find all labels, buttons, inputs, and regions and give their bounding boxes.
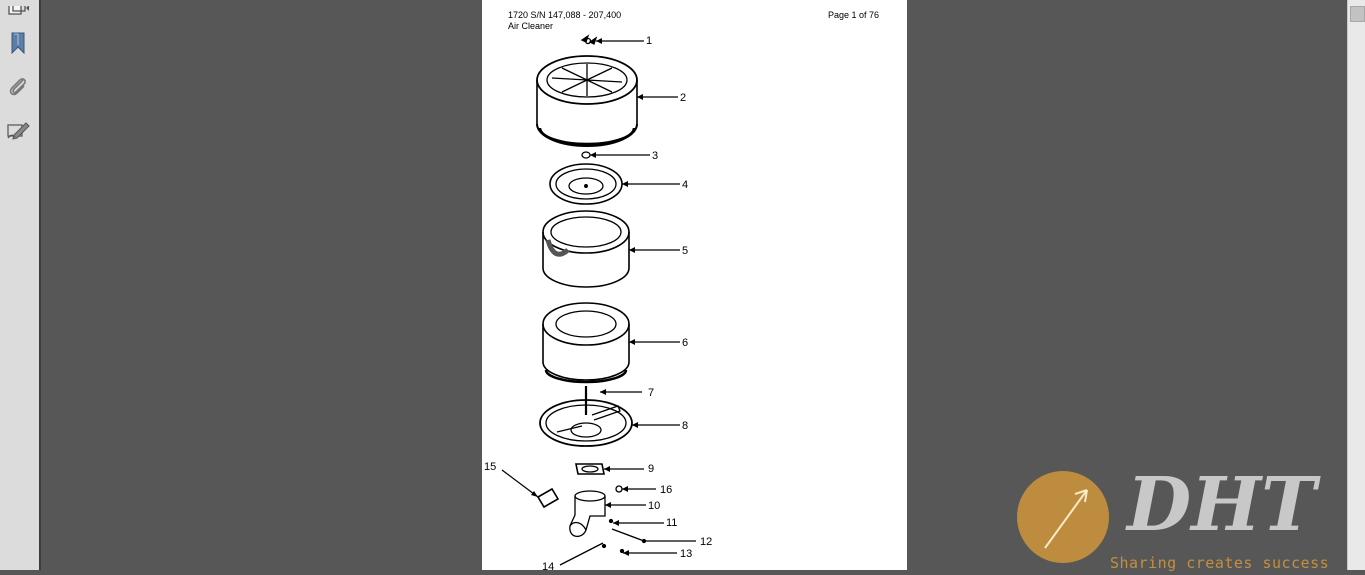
pages-icon[interactable]: [5, 0, 31, 26]
section-title: Air Cleaner: [508, 21, 554, 31]
small-hardware-icon: [603, 520, 646, 553]
part-5-outer-filter-icon: [543, 211, 629, 287]
part-15-gasket-icon: [538, 489, 558, 507]
callout-1: 1: [646, 35, 653, 47]
part-1-wing-nut-icon: [582, 36, 596, 44]
bookmark-icon[interactable]: [5, 30, 31, 56]
callout-11: 11: [666, 517, 678, 529]
logo-text: DHT: [1127, 468, 1317, 548]
part-4-plate-icon: [550, 164, 622, 204]
exploded-parts-diagram: [482, 0, 907, 570]
callout-14: 14: [542, 561, 555, 570]
callout-2: 2: [680, 92, 687, 104]
callout-8: 8: [682, 420, 689, 432]
callout-7: 7: [648, 387, 655, 399]
model-serial-range: 1720 S/N 147,088 - 207,400: [508, 10, 622, 20]
scrollbar-thumb[interactable]: [1350, 6, 1365, 22]
part-6-inner-filter-icon: [543, 303, 629, 382]
page-indicator: Page 1 of 76: [827, 10, 879, 20]
callout-15: 15: [484, 461, 497, 473]
callout-13: 13: [680, 548, 693, 560]
part-16-clamp-icon: [616, 486, 622, 492]
part-10-elbow-icon: [570, 491, 605, 536]
callout-10: 10: [648, 500, 661, 512]
callout-3: 3: [652, 150, 659, 162]
callout-12: 12: [700, 536, 713, 548]
document-page: [482, 0, 907, 570]
dht-watermark-logo: [1015, 468, 1365, 570]
part-2-cover-icon: [537, 56, 637, 146]
left-navigation-pane: [0, 0, 41, 570]
part-9-gasket-icon: [576, 464, 604, 474]
part-3-washer-icon: [582, 152, 590, 158]
callout-6: 6: [682, 337, 689, 349]
attachment-icon[interactable]: [5, 74, 31, 100]
callout-9: 9: [648, 463, 655, 475]
callout-16: 16: [660, 484, 673, 496]
callout-4: 4: [682, 179, 689, 191]
callout-5: 5: [682, 245, 689, 257]
signature-icon[interactable]: [5, 117, 31, 143]
watermark-tagline: Sharing creates success: [1110, 554, 1330, 572]
